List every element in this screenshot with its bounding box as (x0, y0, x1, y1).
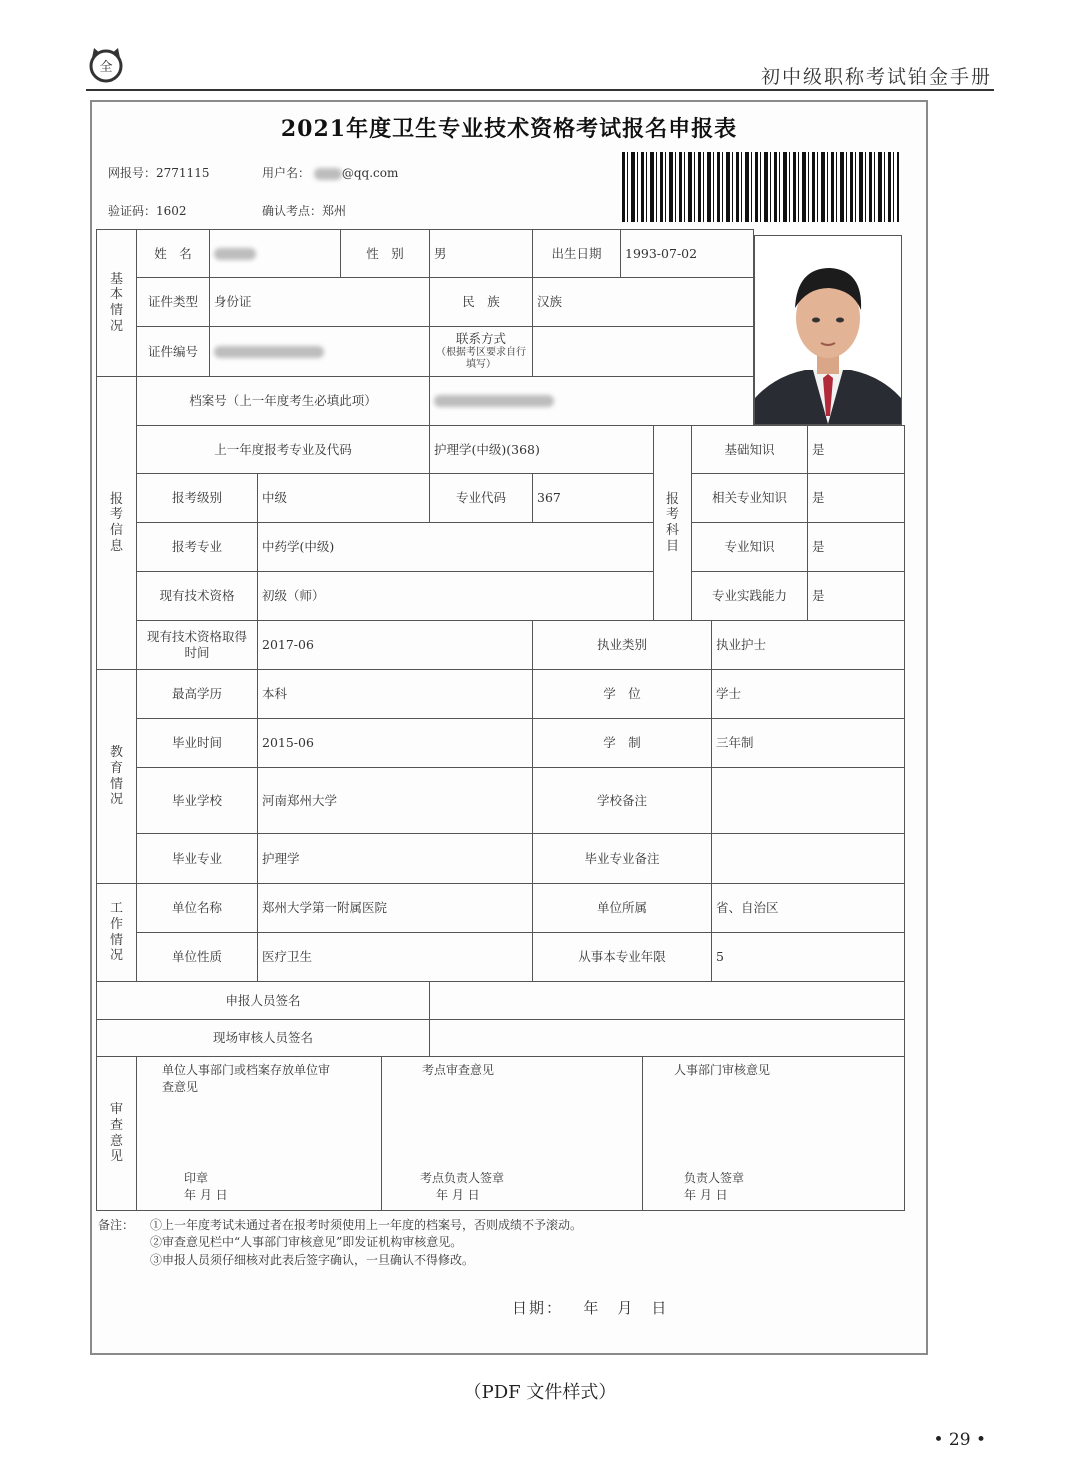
major-note-value (711, 833, 905, 884)
form-title: 2021年度卫生专业技术资格考试报名申报表 (280, 116, 738, 142)
review-col-2-sign: 考点负责人签章 年 月 日 (420, 1171, 505, 1202)
section-exam: 报考信息 (96, 376, 137, 670)
current-label: 现有技术资格 (136, 571, 258, 621)
birth-value: 1993-07-02 (620, 229, 754, 278)
current-value: 初级（师） (257, 571, 654, 621)
contact-label: 联系方式 （根据考区要求自行填写） (429, 326, 533, 377)
applicant-photo (754, 235, 902, 425)
note-item: ②审查意见栏中“人事部门审核意见”即发证机构审核意见。 (150, 1235, 463, 1250)
subject-4-label: 专业实践能力 (691, 571, 808, 621)
belong-value: 省、自治区 (711, 883, 905, 933)
xuewei-value: 学士 (711, 669, 905, 719)
code-value: 367 (532, 473, 654, 523)
header-rule (86, 89, 994, 91)
practice-value: 执业护士 (711, 620, 905, 670)
nation-value: 汉族 (532, 277, 754, 327)
review-col-1-sign: 印章 年 月 日 (184, 1171, 228, 1202)
school-note-value (711, 767, 905, 834)
prev-major-value: 护理学(中级)(368) (429, 425, 654, 474)
subject-3-value: 是 (807, 522, 905, 572)
major-label: 报考专业 (136, 522, 258, 572)
system-value: 三年制 (711, 718, 905, 768)
brand-logo-icon (86, 44, 126, 84)
nature-label: 单位性质 (136, 932, 258, 982)
review-col-1-title: 单位人事部门或档案存放单位审查意见 (162, 1063, 331, 1094)
years-value: 5 (711, 932, 905, 982)
notes-label: 备注： (98, 1218, 135, 1232)
section-basic: 基本情况 (96, 229, 137, 377)
subject-1-value: 是 (807, 425, 905, 474)
unit-label: 单位名称 (136, 883, 258, 933)
section-subjects: 报考科目 (653, 425, 692, 621)
subject-1-label: 基础知识 (691, 425, 808, 474)
level-label: 报考级别 (136, 473, 258, 523)
major-note-label: 毕业专业备注 (532, 833, 712, 884)
section-review: 审查意见 (96, 1056, 137, 1211)
system-label: 学 制 (532, 718, 712, 768)
contact-value (532, 326, 754, 377)
major-value: 中药学(中级) (257, 522, 654, 572)
name-label: 姓 名 (136, 229, 210, 278)
degree-label: 最高学历 (136, 669, 258, 719)
school-value: 河南郑州大学 (257, 767, 533, 834)
belong-label: 单位所属 (532, 883, 712, 933)
barcode-icon (622, 152, 899, 222)
subject-4-value: 是 (807, 571, 905, 621)
subject-3-label: 专业知识 (691, 522, 808, 572)
grad-major-value: 护理学 (257, 833, 533, 884)
obtain-value: 2017-06 (257, 620, 533, 670)
school-label: 毕业学校 (136, 767, 258, 834)
grad-major-label: 毕业专业 (136, 833, 258, 884)
idtype-label: 证件类型 (136, 277, 210, 327)
subject-2-label: 相关专业知识 (691, 473, 808, 523)
subject-2-value: 是 (807, 473, 905, 523)
practice-label: 执业类别 (532, 620, 712, 670)
notes (98, 1217, 582, 1269)
archive-value (429, 376, 754, 426)
review-col-2-title: 考点审查意见 (422, 1063, 495, 1077)
section-work: 工作情况 (96, 883, 137, 982)
applicant-sign-field (429, 981, 905, 1020)
review-col-3 (642, 1056, 905, 1211)
section-education: 教育情况 (96, 669, 137, 884)
degree-value: 本科 (257, 669, 533, 719)
onsite-sign-label: 现场审核人员签名 (96, 1019, 430, 1057)
review-col-3-title: 人事部门审核意见 (674, 1063, 771, 1077)
years-label: 从事本专业年限 (532, 932, 712, 982)
name-value (209, 229, 341, 278)
page-number: • 29 • (933, 1430, 986, 1450)
prev-major-label: 上一年度报考专业及代码 (136, 425, 430, 474)
username: 用户名： @qq.com (262, 166, 399, 180)
applicant-sign-label: 申报人员签名 (96, 981, 430, 1020)
book-title: 初中级职称考试铂金手册 (760, 66, 992, 88)
grad-time-value: 2015-06 (257, 718, 533, 768)
review-col-3-sign: 负责人签章 年 月 日 (684, 1171, 745, 1202)
xuewei-label: 学 位 (532, 669, 712, 719)
nature-value: 医疗卫生 (257, 932, 533, 982)
submit-date: 日期： 年 月 日 (512, 1299, 669, 1317)
code-label: 专业代码 (429, 473, 533, 523)
note-item: ③申报人员须仔细核对此表后签字确认，一旦确认不得修改。 (150, 1252, 475, 1267)
nation-label: 民 族 (429, 277, 533, 327)
confirm-site: 确认考点：郑州 (262, 204, 347, 218)
school-note-label: 学校备注 (532, 767, 712, 834)
birth-label: 出生日期 (532, 229, 621, 278)
idno-value (209, 326, 430, 377)
verify-code: 验证码：1602 (108, 204, 187, 218)
unit-value: 郑州大学第一附属医院 (257, 883, 533, 933)
svg-text:全: 全 (99, 60, 113, 75)
archive-label: 档案号（上一年度考生必填此项） (136, 376, 430, 426)
note-item: ①上一年度考试未通过者在报考时须使用上一年度的档案号，否则成绩不予滚动。 (150, 1218, 583, 1232)
gender-value: 男 (429, 229, 533, 278)
net-id: 网报号：2771115 (108, 166, 210, 180)
idtype-value: 身份证 (209, 277, 430, 327)
portrait-icon (755, 238, 901, 424)
figure-caption: （PDF 文件样式） (463, 1382, 617, 1403)
onsite-sign-field (429, 1019, 905, 1057)
obtain-label: 现有技术资格取得时间 (136, 620, 258, 670)
redacted-username (314, 168, 342, 180)
idno-label: 证件编号 (136, 326, 210, 377)
gender-label: 性 别 (340, 229, 430, 278)
level-value: 中级 (257, 473, 430, 523)
grad-time-label: 毕业时间 (136, 718, 258, 768)
application-form (90, 100, 928, 1355)
